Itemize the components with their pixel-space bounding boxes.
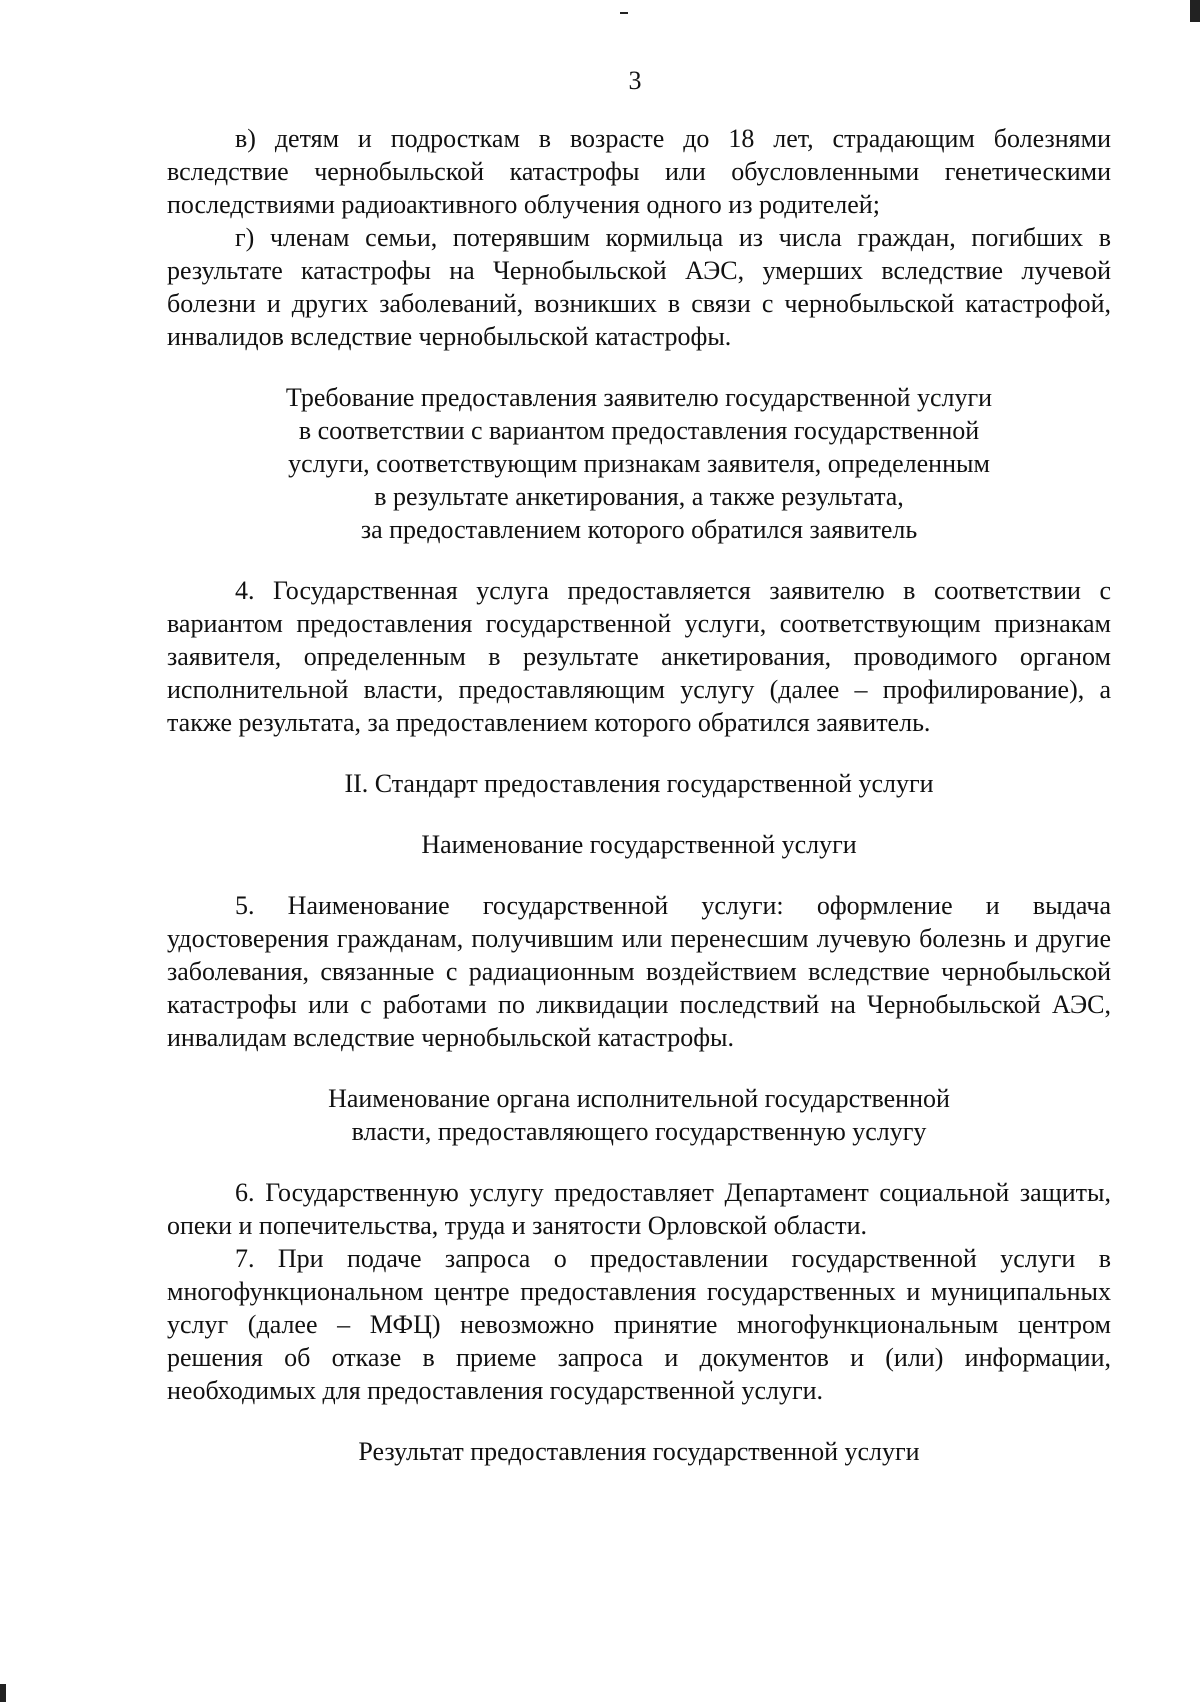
paragraph-5: 5. Наименование государственной услуги: оформление и выдача удостоверения гражданам, получившим или перенесшим лучевую болезнь и другие заболевания, связанные с радиационным воздействием вследствие чернобыльской катастрофы или с работами по ликвидации последствий на Чернобыльской АЭС, инвалидам вследствие чернобыльской катастрофы. bbox=[167, 891, 1111, 1052]
paragraph-item-v: в) детям и подросткам в возрасте до 18 лет, страдающим болезнями вследствие чернобыльской катастрофы или обусловленными генетическими последствиями радиоактивного облучения одного из родителей; bbox=[167, 124, 1111, 219]
spacer bbox=[167, 1407, 1111, 1435]
spacer bbox=[167, 800, 1111, 828]
paragraph-7: 7. При подаче запроса о предоставлении государственной услуги в многофункциональном центре предоставления государственных и муниципальных услуг (далее – МФЦ) невозможно принятие многофункциональным центром решения об отказе в приеме запроса и документов и (или) информации, необходимых для предоставления государственной услуги. bbox=[167, 1244, 1111, 1405]
section-title: II. Стандарт предоставления государственной услуги bbox=[344, 769, 934, 798]
heading-line: услуги, соответствующим признакам заявителя, определенным bbox=[288, 449, 990, 478]
heading-line: в соответствии с вариантом предоставления государственной bbox=[298, 416, 980, 445]
heading-line: Требование предоставления заявителю государственной услуги bbox=[285, 383, 993, 412]
heading-line: власти, предоставляющего государственную услугу bbox=[351, 1117, 927, 1146]
heading-line: за предоставлением которого обратился заявитель bbox=[360, 515, 918, 544]
spacer bbox=[167, 353, 1111, 381]
scan-mark-top-right bbox=[1190, 0, 1200, 22]
page-number: 3 bbox=[628, 66, 642, 95]
paragraph-4: 4. Государственная услуга предоставляется заявителю в соответствии с вариантом предоставления государственной услуги, соответствующим признакам заявителя, определенным в результате анкетирования, проводимого органом исполнительной власти, предоставляющим услугу (далее – профилирование), а также результата, за предоставлением которого обратился заявитель. bbox=[167, 576, 1111, 737]
heading-service-name: Наименование государственной услуги bbox=[421, 830, 857, 859]
paragraph-item-g: г) членам семьи, потерявшим кормильца из числа граждан, погибших в результате катастрофы на Чернобыльской АЭС, умерших вследствие лучевой болезни и других заболеваний, возникших в связи с чернобыльской катастрофой, инвалидов вследствие чернобыльской катастрофы. bbox=[167, 223, 1111, 351]
paragraph-6: 6. Государственную услугу предоставляет Департамент социальной защиты, опеки и попечительства, труда и занятости Орловской области. bbox=[167, 1178, 1111, 1240]
heading-requirement bbox=[167, 381, 1111, 546]
spacer bbox=[167, 1148, 1111, 1176]
spacer bbox=[167, 861, 1111, 889]
scan-mark-top-center bbox=[620, 12, 628, 14]
heading-result: Результат предоставления государственной услуги bbox=[358, 1437, 920, 1466]
scan-mark-bottom-left bbox=[0, 1684, 6, 1702]
heading-line: Наименование органа исполнительной государственной bbox=[328, 1084, 950, 1113]
spacer bbox=[167, 1054, 1111, 1082]
spacer bbox=[167, 546, 1111, 574]
spacer bbox=[167, 739, 1111, 767]
document-body bbox=[167, 122, 1111, 1468]
heading-authority bbox=[167, 1082, 1111, 1148]
heading-line: в результате анкетирования, а также результата, bbox=[374, 482, 904, 511]
